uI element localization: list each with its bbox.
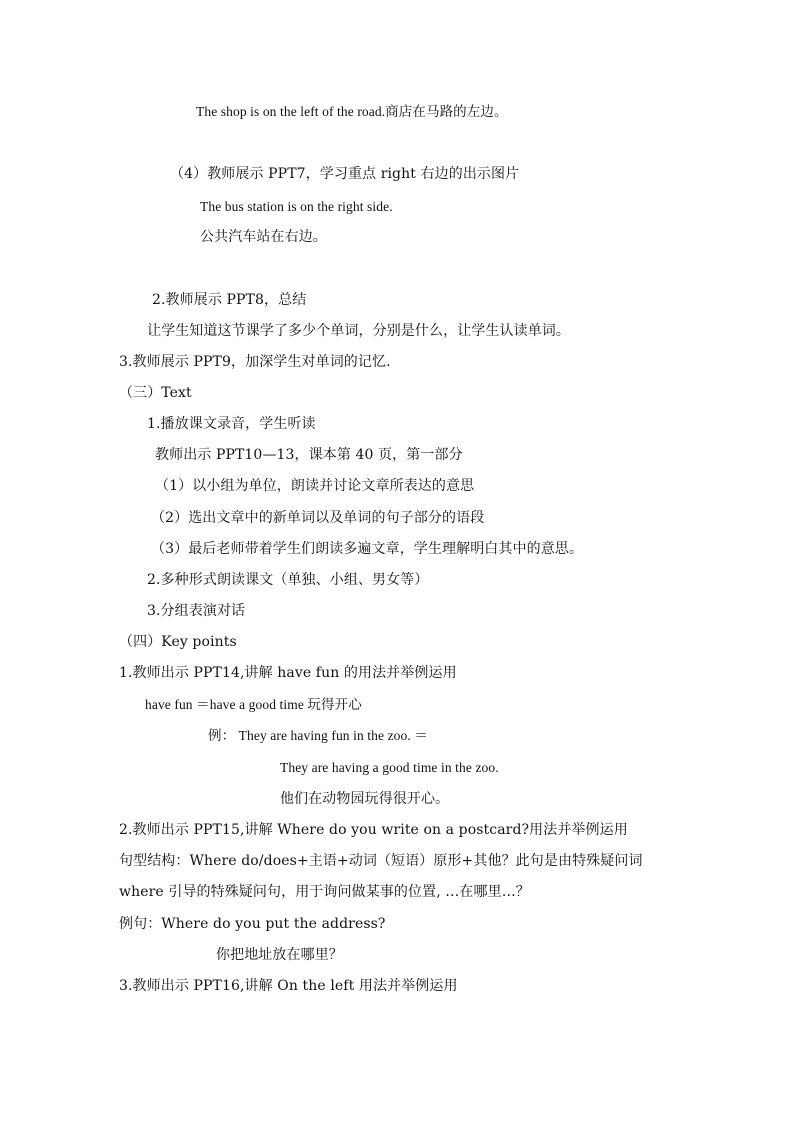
text-line: 句型结构：Where do/does+主语+动词（短语）原形+其他？此句是由特殊疑问词 [119,853,643,869]
text-line: 2.多种形式朗读课文（单独、小组、男女等） [147,572,429,588]
text-line: 例： They are having fun in the zoo. ＝ [208,728,428,743]
text-line: 教师出示 PPT10—13，课本第 40 页，第一部分 [155,447,463,463]
text-line: （2）选出文章中的新单词以及单词的句子部分的语段 [151,510,485,526]
text-line: They are having a good time in the zoo. [280,760,499,775]
text-line: （4）教师展示 PPT7，学习重点 right 右边的出示图片 [170,166,520,182]
section-heading: （四）Key points [119,634,237,650]
text-line: 公共汽车站在右边。 [200,229,327,245]
text-line: 3.教师出示 PPT16,讲解 On the left 用法并举例运用 [119,978,458,994]
text-line: （1）以小组为单位，朗读并讨论文章所表达的意思 [155,478,475,494]
text-line: have fun ＝have a good time 玩得开心 [145,697,362,712]
text-line: 例句：Where do you put the address? [119,916,386,932]
text-line: 3.分组表演对话 [147,603,246,619]
text-line: 1.播放课文录音，学生听读 [147,416,316,432]
text-line: 你把地址放在哪里？ [216,947,343,963]
text-line: 2.教师出示 PPT15,讲解 Where do you write on a postcard?用法并举例运用 [119,822,628,838]
section-heading: （三）Text [119,385,192,401]
text-line: 3.教师展示 PPT9，加深学生对单词的记忆. [119,354,391,370]
text-line: where 引导的特殊疑问句，用于询问做某事的位置, …在哪里…？ [119,884,530,900]
text-line: 1.教师出示 PPT14,讲解 have fun 的用法并举例运用 [119,665,457,681]
text-line: 2.教师展示 PPT8，总结 [152,292,307,308]
text-line: （3）最后老师带着学生们朗读多遍文章，学生理解明白其中的意思。 [151,541,584,557]
text-line: The bus station is on the right side. [200,199,393,214]
text-line: 他们在动物园玩得很开心。 [280,791,450,807]
text-line: 让学生知道这节课学了多少个单词，分别是什么，让学生认读单词。 [147,323,570,339]
text-line: The shop is on the left of the road.商店在马路的左边。 [196,104,508,119]
